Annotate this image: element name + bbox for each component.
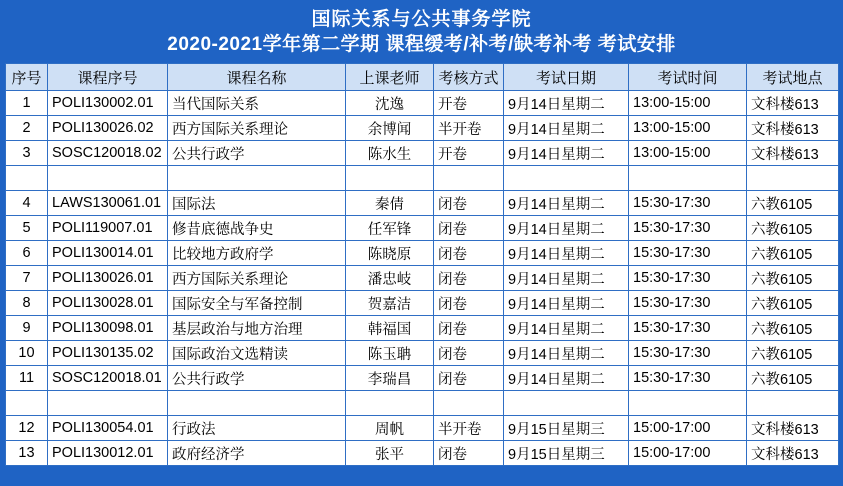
table-row xyxy=(6,291,839,316)
cell-exam-place: 文科楼613 xyxy=(747,116,839,141)
cell-teacher: 陈水生 xyxy=(346,141,434,166)
cell-exam-place: 六教6105 xyxy=(747,316,839,341)
cell-exam-place: 文科楼613 xyxy=(747,441,839,466)
spacer-cell xyxy=(6,166,48,191)
table-body xyxy=(6,91,839,466)
cell-course-name: 国际安全与军备控制 xyxy=(168,291,346,316)
cell-index: 4 xyxy=(6,191,48,216)
cell-course-code: SOSC120018.01 xyxy=(48,366,168,391)
cell-exam-date: 9月14日星期二 xyxy=(504,91,629,116)
cell-course-code: POLI130012.01 xyxy=(48,441,168,466)
spacer-cell xyxy=(629,166,747,191)
spacer-cell xyxy=(504,166,629,191)
cell-index: 2 xyxy=(6,116,48,141)
cell-teacher: 秦倩 xyxy=(346,191,434,216)
cell-exam-method: 闭卷 xyxy=(434,441,504,466)
cell-exam-place: 文科楼613 xyxy=(747,141,839,166)
cell-index: 13 xyxy=(6,441,48,466)
table-spacer-row xyxy=(6,391,839,416)
spacer-cell xyxy=(168,391,346,416)
cell-exam-date: 9月14日星期二 xyxy=(504,341,629,366)
table-row xyxy=(6,366,839,391)
cell-course-code: SOSC120018.02 xyxy=(48,141,168,166)
cell-exam-date: 9月14日星期二 xyxy=(504,316,629,341)
cell-index: 5 xyxy=(6,216,48,241)
column-header-course-code: 课程序号 xyxy=(48,64,168,91)
document-header xyxy=(0,0,843,63)
column-header-course-name: 课程名称 xyxy=(168,64,346,91)
cell-teacher: 任军锋 xyxy=(346,216,434,241)
table-row xyxy=(6,341,839,366)
cell-exam-time: 15:30-17:30 xyxy=(629,216,747,241)
cell-course-name: 西方国际关系理论 xyxy=(168,116,346,141)
cell-exam-date: 9月14日星期二 xyxy=(504,116,629,141)
cell-exam-place: 六教6105 xyxy=(747,341,839,366)
cell-exam-place: 六教6105 xyxy=(747,216,839,241)
spacer-cell xyxy=(504,391,629,416)
cell-exam-place: 六教6105 xyxy=(747,266,839,291)
cell-teacher: 张平 xyxy=(346,441,434,466)
cell-course-name: 国际政治文选精读 xyxy=(168,341,346,366)
cell-exam-date: 9月14日星期二 xyxy=(504,266,629,291)
cell-exam-method: 开卷 xyxy=(434,91,504,116)
cell-course-name: 公共行政学 xyxy=(168,366,346,391)
cell-exam-place: 六教6105 xyxy=(747,291,839,316)
cell-exam-place: 六教6105 xyxy=(747,191,839,216)
spacer-cell xyxy=(346,166,434,191)
cell-teacher: 陈玉聃 xyxy=(346,341,434,366)
cell-teacher: 潘忠岐 xyxy=(346,266,434,291)
cell-course-name: 当代国际关系 xyxy=(168,91,346,116)
cell-exam-place: 文科楼613 xyxy=(747,416,839,441)
cell-exam-method: 闭卷 xyxy=(434,266,504,291)
cell-course-name: 公共行政学 xyxy=(168,141,346,166)
table-row xyxy=(6,116,839,141)
cell-course-code: POLI130098.01 xyxy=(48,316,168,341)
cell-exam-time: 13:00-15:00 xyxy=(629,91,747,116)
table-row xyxy=(6,316,839,341)
page-subtitle: 2020-2021学年第二学期 课程缓考/补考/缺考补考 考试安排 xyxy=(167,34,676,55)
cell-exam-method: 闭卷 xyxy=(434,241,504,266)
cell-teacher: 李瑞昌 xyxy=(346,366,434,391)
cell-exam-method: 闭卷 xyxy=(434,341,504,366)
cell-exam-date: 9月14日星期二 xyxy=(504,241,629,266)
spacer-cell xyxy=(434,391,504,416)
spacer-cell xyxy=(434,166,504,191)
cell-exam-method: 闭卷 xyxy=(434,366,504,391)
cell-course-name: 政府经济学 xyxy=(168,441,346,466)
cell-exam-time: 15:30-17:30 xyxy=(629,191,747,216)
column-header-exam-place: 考试地点 xyxy=(747,64,839,91)
spacer-cell xyxy=(346,391,434,416)
exam-schedule-table xyxy=(5,63,839,466)
cell-exam-time: 15:30-17:30 xyxy=(629,341,747,366)
cell-index: 1 xyxy=(6,91,48,116)
cell-exam-place: 六教6105 xyxy=(747,241,839,266)
cell-course-name: 比较地方政府学 xyxy=(168,241,346,266)
table-spacer-row xyxy=(6,166,839,191)
cell-exam-date: 9月14日星期二 xyxy=(504,191,629,216)
cell-exam-date: 9月14日星期二 xyxy=(504,216,629,241)
cell-exam-time: 15:30-17:30 xyxy=(629,316,747,341)
cell-teacher: 沈逸 xyxy=(346,91,434,116)
spacer-cell xyxy=(48,166,168,191)
cell-course-code: LAWS130061.01 xyxy=(48,191,168,216)
cell-course-code: POLI130014.01 xyxy=(48,241,168,266)
cell-course-name: 西方国际关系理论 xyxy=(168,266,346,291)
table-row xyxy=(6,416,839,441)
cell-exam-date: 9月14日星期二 xyxy=(504,291,629,316)
cell-teacher: 陈晓原 xyxy=(346,241,434,266)
column-header-teacher: 上课老师 xyxy=(346,64,434,91)
cell-exam-method: 闭卷 xyxy=(434,216,504,241)
table-row xyxy=(6,141,839,166)
table-row xyxy=(6,91,839,116)
cell-exam-time: 13:00-15:00 xyxy=(629,141,747,166)
table-row xyxy=(6,191,839,216)
cell-teacher: 贺嘉洁 xyxy=(346,291,434,316)
cell-index: 7 xyxy=(6,266,48,291)
cell-exam-method: 半开卷 xyxy=(434,416,504,441)
cell-teacher: 周帆 xyxy=(346,416,434,441)
cell-course-code: POLI130054.01 xyxy=(48,416,168,441)
table-row xyxy=(6,266,839,291)
spacer-cell xyxy=(6,391,48,416)
cell-exam-method: 闭卷 xyxy=(434,316,504,341)
cell-course-code: POLI130135.02 xyxy=(48,341,168,366)
table-row xyxy=(6,216,839,241)
cell-index: 11 xyxy=(6,366,48,391)
cell-exam-place: 六教6105 xyxy=(747,366,839,391)
cell-exam-method: 半开卷 xyxy=(434,116,504,141)
cell-exam-place: 文科楼613 xyxy=(747,91,839,116)
spacer-cell xyxy=(747,391,839,416)
cell-course-code: POLI130026.01 xyxy=(48,266,168,291)
column-header-exam-date: 考试日期 xyxy=(504,64,629,91)
cell-exam-time: 15:30-17:30 xyxy=(629,291,747,316)
cell-course-name: 修昔底德战争史 xyxy=(168,216,346,241)
table-row xyxy=(6,441,839,466)
cell-exam-time: 15:00-17:00 xyxy=(629,416,747,441)
cell-course-code: POLI130002.01 xyxy=(48,91,168,116)
cell-exam-method: 开卷 xyxy=(434,141,504,166)
cell-index: 8 xyxy=(6,291,48,316)
cell-teacher: 余博闻 xyxy=(346,116,434,141)
cell-course-name: 基层政治与地方治理 xyxy=(168,316,346,341)
table-row xyxy=(6,241,839,266)
spacer-cell xyxy=(747,166,839,191)
cell-index: 10 xyxy=(6,341,48,366)
cell-exam-time: 15:30-17:30 xyxy=(629,266,747,291)
page-title: 国际关系与公共事务学院 xyxy=(311,9,532,30)
column-header-exam-time: 考试时间 xyxy=(629,64,747,91)
cell-course-name: 行政法 xyxy=(168,416,346,441)
cell-course-name: 国际法 xyxy=(168,191,346,216)
cell-exam-time: 13:00-15:00 xyxy=(629,116,747,141)
spacer-cell xyxy=(48,391,168,416)
cell-index: 6 xyxy=(6,241,48,266)
cell-exam-method: 闭卷 xyxy=(434,191,504,216)
column-header-exam-method: 考核方式 xyxy=(434,64,504,91)
cell-course-code: POLI130026.02 xyxy=(48,116,168,141)
cell-index: 9 xyxy=(6,316,48,341)
cell-course-code: POLI119007.01 xyxy=(48,216,168,241)
cell-teacher: 韩福国 xyxy=(346,316,434,341)
cell-course-code: POLI130028.01 xyxy=(48,291,168,316)
spacer-cell xyxy=(629,391,747,416)
spacer-cell xyxy=(168,166,346,191)
cell-exam-time: 15:30-17:30 xyxy=(629,366,747,391)
column-header-index: 序号 xyxy=(6,64,48,91)
cell-exam-date: 9月14日星期二 xyxy=(504,366,629,391)
cell-index: 3 xyxy=(6,141,48,166)
cell-exam-date: 9月15日星期三 xyxy=(504,416,629,441)
cell-exam-date: 9月14日星期二 xyxy=(504,141,629,166)
cell-exam-time: 15:30-17:30 xyxy=(629,241,747,266)
cell-exam-method: 闭卷 xyxy=(434,291,504,316)
cell-exam-date: 9月15日星期三 xyxy=(504,441,629,466)
table-header-row xyxy=(6,64,839,91)
cell-index: 12 xyxy=(6,416,48,441)
cell-exam-time: 15:00-17:00 xyxy=(629,441,747,466)
